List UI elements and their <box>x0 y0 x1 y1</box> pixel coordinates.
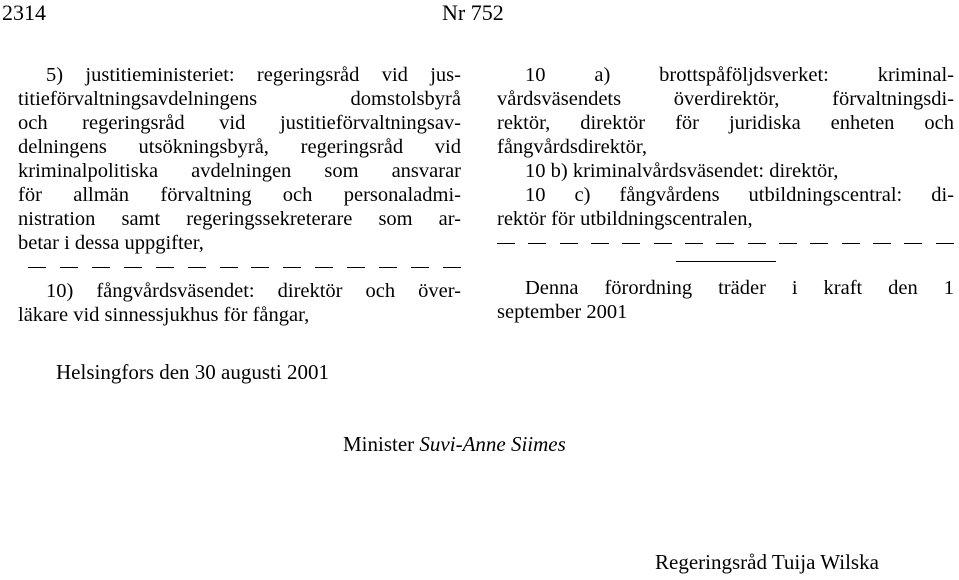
item5-line: och regeringsråd vid justitieförvaltningsav- <box>18 112 461 134</box>
item10-line: 10) fångvårdsväsendet: direktör och över- <box>46 280 461 302</box>
item10a-line: rektör, direktör för juridiska enheten och <box>497 112 954 134</box>
item10a-line: 10 a) brottspåföljdsverket: kriminal- <box>525 64 954 86</box>
item10c-line: rektör för utbildningscentralen, <box>497 208 753 230</box>
entry-into-force-line: september 2001 <box>497 301 628 323</box>
item10c-line: 10 c) fångvårdens utbildningscentral: di- <box>525 184 954 206</box>
place-date: Helsingfors den 30 augusti 2001 <box>56 360 329 384</box>
item10-line: läkare vid sinnessjukhus för fångar, <box>18 304 310 326</box>
right-column <box>497 63 954 324</box>
item5-line: 5) justitieministeriet: regeringsråd vid jus- <box>46 64 461 86</box>
left-column <box>18 63 461 327</box>
item5-line: betar i dessa uppgifter, <box>18 232 204 254</box>
item5-line: titieförvaltningsavdelningens domstolsbyrå <box>18 88 461 110</box>
item10a-line: fångvårdsdirektör, <box>497 136 648 158</box>
item5-line: för allmän förvaltning och personaladmi- <box>18 184 461 206</box>
item10a-line: vårdsväsendets överdirektör, förvaltningsdi- <box>497 88 954 110</box>
item5-line: delningens utsökningsbyrå, regeringsråd vid <box>18 136 461 158</box>
minister-title: Minister <box>343 432 415 456</box>
official-signature: Regeringsråd Tuija Wilska <box>655 550 879 574</box>
omission-dashes <box>497 231 954 255</box>
section-rule <box>676 261 776 262</box>
item5-line: kriminalpolitiska avdelningen som ansvarar <box>18 160 461 182</box>
entry-into-force-line: Denna förordning träder i kraft den 1 <box>525 277 954 299</box>
omission-dashes <box>28 255 461 279</box>
page-number: 2314 <box>2 0 46 25</box>
minister-signature <box>343 432 566 456</box>
series-number: Nr 752 <box>442 0 504 25</box>
item10b-line: 10 b) kriminalvårdsväsendet: direktör, <box>525 160 839 182</box>
minister-name: Suvi-Anne Siimes <box>419 432 566 456</box>
item5-line: nistration samt regeringssekreterare som ar- <box>18 208 461 230</box>
